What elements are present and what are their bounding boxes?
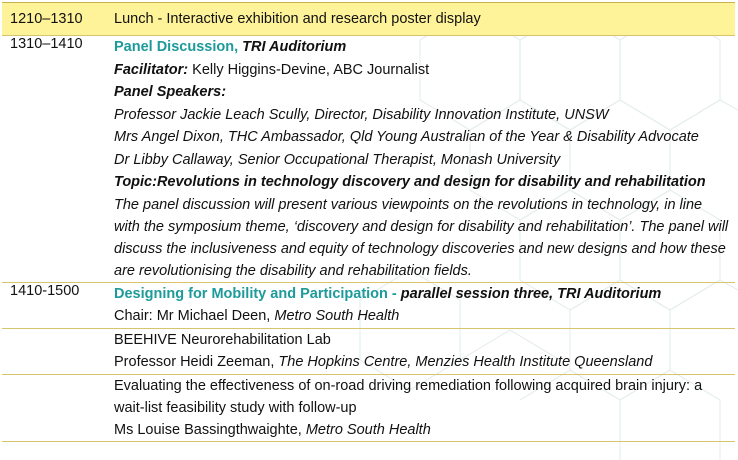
time-cell-empty	[2, 374, 106, 442]
schedule-row-panel	[2, 36, 735, 283]
schedule-row-talk	[2, 328, 735, 374]
panel-description: The panel discussion will present various viewpoints on the revolutions in technology, in line with the symposium theme, ‘discovery and design for disability and rehabilitation’. The panel will discuss the inclusiveness and equity of technology discoveries and new designs and how these are revolutionising the disability and rehabilitation fields.	[114, 196, 729, 279]
chair-org: Metro South Health	[274, 308, 400, 324]
schedule-table	[2, 2, 735, 442]
talk-details	[106, 374, 735, 442]
talk-speaker-line	[114, 351, 731, 374]
panel-venue: TRI Auditorium	[242, 39, 347, 55]
facilitator-name: Kelly Higgins-Devine, ABC Journalist	[192, 61, 430, 78]
talk-details	[106, 328, 735, 374]
talk-speaker-line	[114, 419, 731, 442]
talk-speaker: Ms Louise Bassingthwaighte,	[114, 421, 302, 438]
schedule-row-session	[2, 282, 735, 328]
panel-title: Panel Discussion,	[114, 39, 239, 55]
panel-topic: Topic:Revolutions in technology discovery and design for disability and rehabilitation	[114, 174, 706, 190]
session-heading	[114, 283, 731, 306]
session-details	[106, 282, 735, 328]
panel-heading	[114, 36, 731, 59]
talk-title: Evaluating the effectiveness of on-road driving remediation following acquired brain injury: a wait-list feasibility study with follow-up	[114, 377, 703, 416]
schedule-row-talk	[2, 374, 735, 442]
chair-name: Chair: Mr Michael Deen,	[114, 308, 271, 324]
time-cell: 1210–1310	[2, 3, 106, 36]
time-cell: 1310–1410	[2, 36, 106, 283]
panel-details	[106, 36, 735, 283]
talk-affiliation: Metro South Health	[305, 421, 431, 438]
lunch-description: Lunch - Interactive exhibition and research poster display	[106, 3, 735, 36]
session-chair	[114, 305, 731, 328]
speakers-label: Panel Speakers:	[114, 84, 227, 100]
talk-affiliation: The Hopkins Centre, Menzies Health Institute Queensland	[278, 354, 653, 370]
speaker-item: Mrs Angel Dixon, THC Ambassador, Qld Young Australian of the Year & Disability Advocate	[114, 129, 699, 145]
talk-title: BEEHIVE Neurorehabilitation Lab	[114, 331, 331, 348]
time-cell: 1410-1500	[2, 282, 106, 328]
session-subtitle: parallel session three, TRI Auditorium	[400, 285, 662, 302]
time-cell-empty	[2, 328, 106, 374]
session-title: Designing for Mobility and Participation -	[114, 285, 397, 302]
facilitator-line	[114, 59, 731, 82]
speaker-item: Dr Libby Callaway, Senior Occupational Therapist, Monash University	[114, 151, 561, 168]
speaker-item: Professor Jackie Leach Scully, Director, Disability Innovation Institute, UNSW	[114, 106, 609, 123]
facilitator-label: Facilitator:	[114, 61, 189, 78]
talk-speaker: Professor Heidi Zeeman,	[114, 354, 275, 370]
schedule-row-lunch	[2, 3, 735, 36]
